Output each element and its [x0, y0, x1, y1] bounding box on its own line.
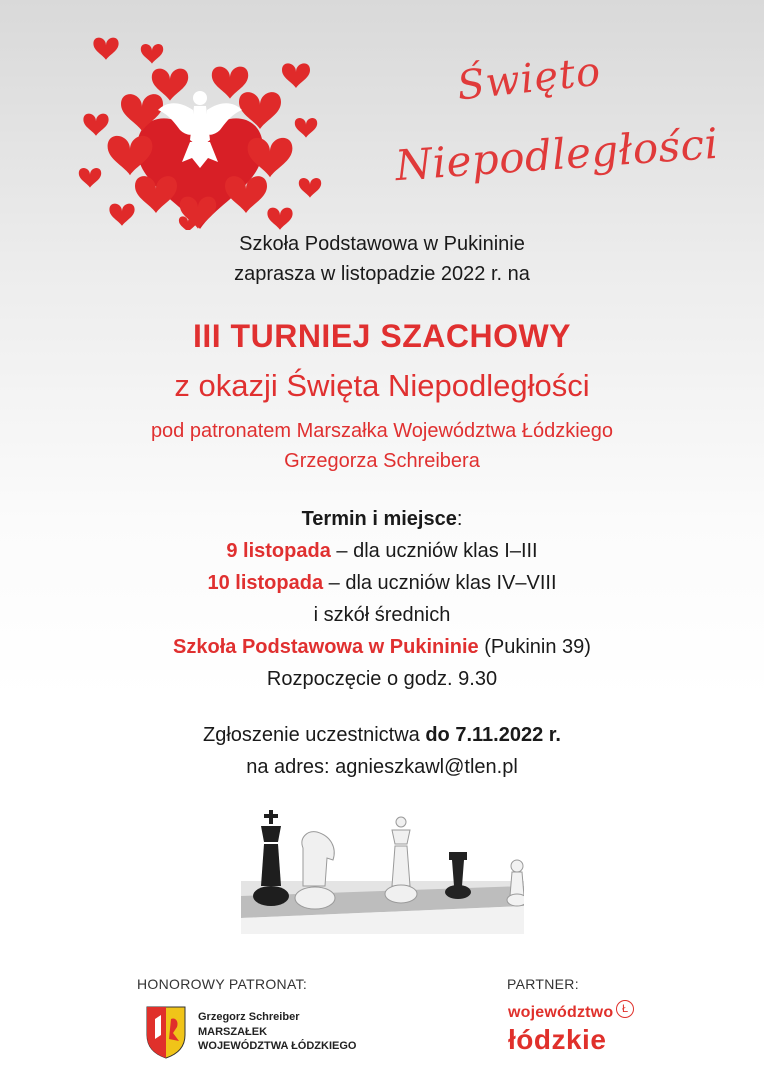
start-time: Rozpoczęcie o godz. 9.30	[266, 668, 498, 690]
patronage-line-2: Grzegorza Schreibera	[284, 450, 480, 472]
registration-text: Zgłoszenie uczestnictwa	[203, 724, 426, 746]
registration-deadline: do 7.11.2022 r.	[425, 724, 561, 746]
script-title-line1: Święto	[454, 48, 604, 110]
marshal-voivodeship: WOJEWÓDZTWA ŁÓDZKIEGO	[198, 1040, 357, 1052]
partner-logo	[506, 998, 656, 1062]
registration-email: na adres: agnieszkawl@tlen.pl	[246, 756, 518, 778]
tournament-title: III TURNIEJ SZACHOWY	[192, 318, 571, 354]
date-place-heading	[0, 508, 764, 531]
honorary-patronage-label: HONOROWY PATRONAT:	[137, 976, 308, 992]
script-title-line2: Niepodległości	[393, 118, 721, 191]
marshal-title: MARSZAŁEK	[198, 1026, 268, 1038]
secondary-schools-line: i szkół średnich	[313, 604, 451, 626]
school-name: Szkoła Podstawowa w Pukininie	[239, 233, 525, 255]
date-1-day: 9 listopada	[226, 540, 331, 562]
venue-name: Szkoła Podstawowa w Pukininie	[173, 636, 479, 658]
coat-of-arms-icon	[145, 1005, 187, 1059]
partner-logo-word2: łódzkie	[508, 1024, 607, 1055]
patronage-line-1: pod patronatem Marszałka Województwa Łódzkiego	[150, 420, 614, 442]
date-place-heading-colon: :	[456, 508, 463, 530]
chess-pieces-photo	[241, 786, 524, 934]
holiday-script-title	[393, 48, 721, 198]
partner-logo-word1: województwo	[508, 1004, 614, 1021]
date-2-day: 10 listopada	[207, 572, 324, 594]
date-2-text: – dla uczniów klas IV–VIII	[323, 572, 557, 594]
venue-address: (Pukinin 39)	[478, 636, 591, 658]
registration-line	[0, 724, 764, 747]
partner-logo-mark-icon: Ł	[616, 1000, 634, 1018]
eagle-hearts-emblem	[70, 30, 330, 230]
venue-line	[0, 636, 764, 659]
date-line-2	[0, 572, 764, 595]
tournament-subtitle: z okazji Święta Niepodległości	[174, 368, 590, 403]
date-line-1	[0, 540, 764, 563]
invite-text: zaprasza w listopadzie 2022 r. na	[234, 263, 530, 285]
date-1-text: – dla uczniów klas I–III	[330, 540, 538, 562]
date-place-heading-text: Termin i miejsce	[301, 508, 457, 530]
marshal-name: Grzegorz Schreiber	[198, 1011, 300, 1023]
partner-label: PARTNER:	[507, 976, 579, 992]
